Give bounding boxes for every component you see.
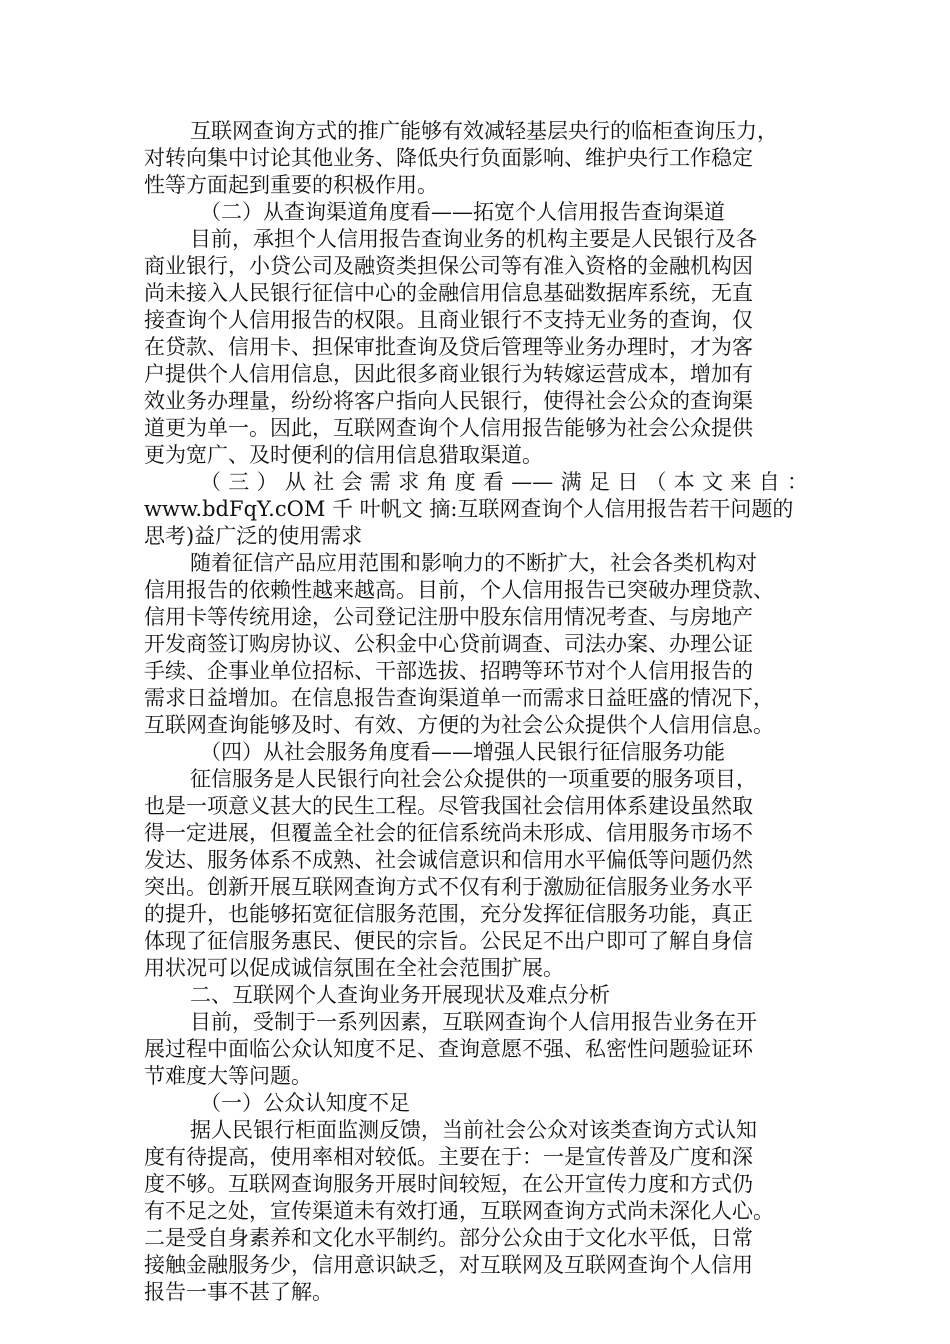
text-line: 更为宽广、及时便利的信用信息猎取渠道。 [144,443,543,467]
document-page [144,118,808,1306]
text-line: 尚未接入人民银行征信中心的金融信用信息基础数据库系统，无直 [144,281,753,305]
text-line: 接触金融服务少，信用意识缺乏，对互联网及互联网查询个人信用 [144,1253,753,1277]
text-line: 突出。创新开展互联网查询方式不仅有利于激励征信服务业务水平 [144,875,753,899]
text-line: 信用报告的依赖性越来越高。目前，个人信用报告已突破办理贷款、 [144,578,774,602]
text-line: 体现了征信服务惠民、便民的宗旨。公民足不出户即可了解自身信 [144,929,753,953]
text-line: 有不足之处，宣传渠道未有效打通，互联网查询方式尚未深化人心。 [144,1199,774,1223]
text-line: 信用卡等传统用途，公司登记注册中股东信用情况考查、与房地产 [144,605,753,629]
section-heading: （一）公众认知度不足 [200,1091,410,1115]
section-heading: 二、互联网个人查询业务开展现状及难点分析 [190,983,610,1007]
text-line: 性等方面起到重要的积极作用。 [144,173,438,197]
text-line: 在贷款、信用卡、担保审批查询及贷后管理等业务办理时，才为客 [144,335,753,359]
text-line: 也是一项意义甚大的民生工程。尽管我国社会信用体系建设虽然取 [144,794,753,818]
section-heading: （二）从查询渠道角度看——拓宽个人信用报告查询渠道 [200,200,725,224]
text-line: 接查询个人信用报告的权限。且商业银行不支持无业务的查询，仅 [144,308,753,332]
text-line: 需求日益增加。在信息报告查询渠道单一而需求日益旺盛的情况下， [144,686,774,710]
text-line: 互联网查询能够及时、有效、方便的为社会公众提供个人信用信息。 [144,713,774,737]
section-heading: （三）从社会需求角度看——满足日（本文来自： [200,470,808,494]
text-line: 的提升，也能够拓宽征信服务范围，充分发挥征信服务功能，真正 [144,902,753,926]
text-line: 报告一事不甚了解。 [144,1280,333,1304]
text-line: 互联网查询方式的推广能够有效减轻基层央行的临柜查询压力， [190,119,778,143]
text-line: 二是受自身素养和文化水平制约。部分公众由于文化水平低，日常 [144,1226,753,1250]
text-line: 目前，承担个人信用报告查询业务的机构主要是人民银行及各 [190,227,757,251]
text-line: 征信服务是人民银行向社会公众提供的一项重要的服务项目， [190,767,757,791]
text-line: 据人民银行柜面监测反馈，当前社会公众对该类查询方式认知 [190,1118,757,1142]
text-line: 用状况可以促成诚信氛围在全社会范围扩展。 [144,956,564,980]
text-line: 随着征信产品应用范围和影响力的不断扩大，社会各类机构对 [190,551,757,575]
text-line: 手续、企事业单位招标、干部选拔、招聘等环节对个人信用报告的 [144,659,753,683]
text-line: 效业务办理量，纷纷将客户指向人民银行，使得社会公众的查询渠 [144,389,753,413]
text-line: 思考)益广泛的使用需求 [144,524,363,548]
text-line: 度有待提高，使用率相对较低。主要在于：一是宣传普及广度和深 [144,1145,753,1169]
text-line: 发达、服务体系不成熟、社会诚信意识和信用水平偏低等问题仍然 [144,848,753,872]
text-line: www.bdFqY.cOM 千 叶帆文 摘:互联网查询个人信用报告若干问题的 [144,497,794,521]
text-line: 户提供个人信用信息，因此很多商业银行为转嫁运营成本，增加有 [144,362,753,386]
text-line: 展过程中面临公众认知度不足、查询意愿不强、私密性问题验证环 [144,1037,753,1061]
text-line: 节难度大等问题。 [144,1064,312,1088]
text-line: 商业银行，小贷公司及融资类担保公司等有准入资格的金融机构因 [144,254,753,278]
text-line: 度不够。互联网查询服务开展时间较短，在公开宣传力度和方式仍 [144,1172,753,1196]
text-line: 开发商签订购房协议、公积金中心贷前调查、司法办案、办理公证 [144,632,753,656]
text-line: 得一定进展，但覆盖全社会的征信系统尚未形成、信用服务市场不 [144,821,753,845]
text-line: 道更为单一。因此，互联网查询个人信用报告能够为社会公众提供 [144,416,753,440]
text-line: 对转向集中讨论其他业务、降低央行负面影响、维护央行工作稳定 [144,146,753,170]
section-heading: （四）从社会服务角度看——增强人民银行征信服务功能 [200,740,725,764]
text-line: 目前，受制于一系列因素，互联网查询个人信用报告业务在开 [190,1010,757,1034]
